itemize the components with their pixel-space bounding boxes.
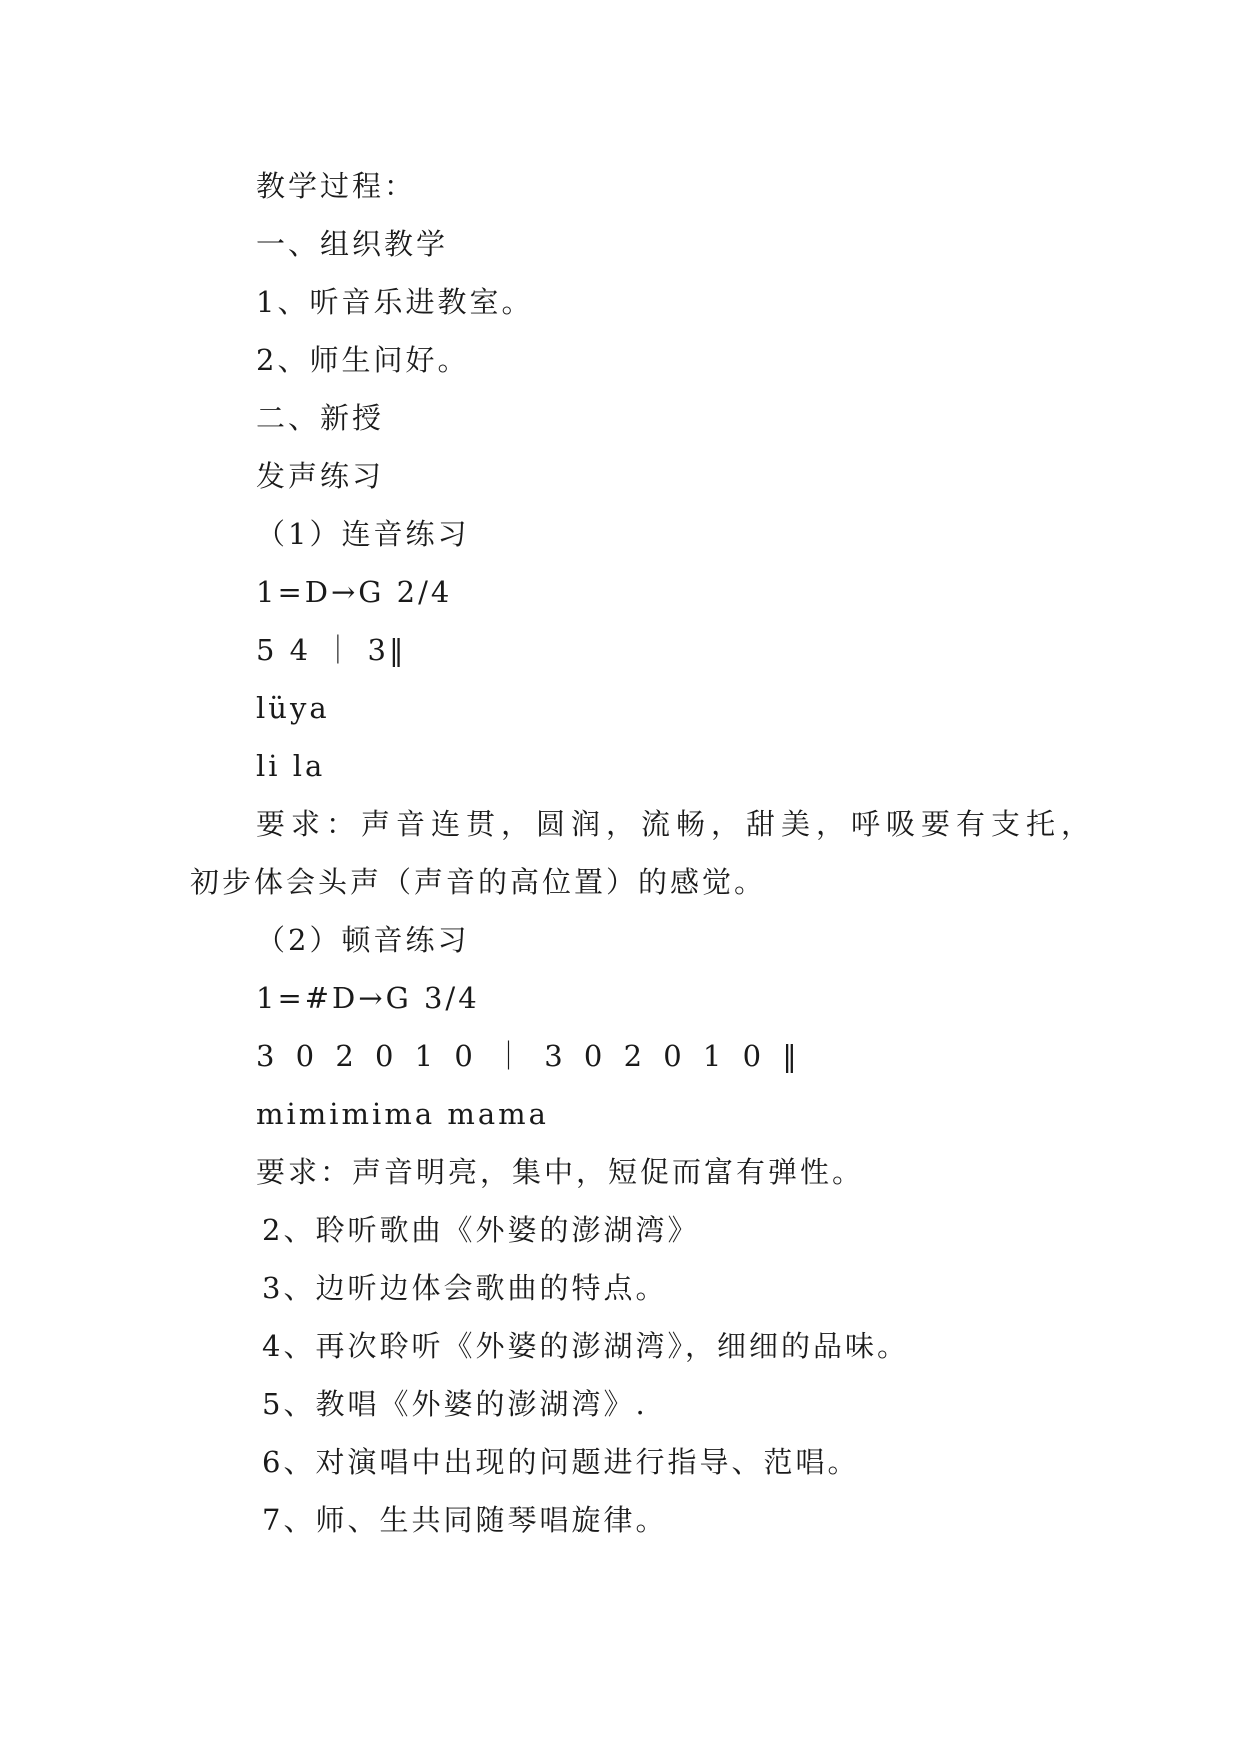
step-listen-song: 2、聆听歌曲《外婆的澎湖湾》: [262, 1213, 700, 1247]
step-sing-melody: 7、师、生共同随琴唱旋律。: [262, 1503, 668, 1537]
step-guidance: 6、对演唱中出现的问题进行指导、范唱。: [262, 1445, 860, 1479]
legato-requirement: 要求：声音连贯，圆润，流畅，甜美，呼吸要有支托，: [256, 807, 1097, 841]
step-greeting: 2、师生问好。: [256, 343, 470, 377]
step-enter-classroom: 1、听音乐进教室。: [256, 285, 534, 319]
section-organize-teaching: 一、组织教学: [256, 227, 449, 261]
staccato-notation: 3 0 2 0 1 0 ｜ 3 0 2 0 1 0 ‖: [256, 1039, 803, 1073]
step-feel-characteristics: 3、边听边体会歌曲的特点。: [262, 1271, 668, 1305]
heading-teaching-process: 教学过程：: [256, 169, 417, 203]
step-listen-again: 4、再次聆听《外婆的澎湖湾》，细细的品味。: [262, 1329, 909, 1363]
legato-practice-heading: （1）连音练习: [256, 517, 470, 551]
staccato-practice-heading: （2）顿音练习: [256, 923, 470, 957]
staccato-key-signature: 1=#D→G 3/4: [256, 981, 480, 1015]
legato-syllables-1: lüya: [256, 691, 330, 725]
legato-requirement-cont: 初步体会头声（声音的高位置）的感觉。: [190, 865, 767, 899]
legato-syllables-2: li la: [256, 749, 326, 783]
legato-key-signature: 1=D→G 2/4: [256, 575, 453, 609]
staccato-requirement: 要求：声音明亮，集中，短促而富有弹性。: [256, 1155, 865, 1189]
legato-notation: 5 4 ｜ 3‖: [256, 633, 407, 667]
staccato-syllables: mimimima mama: [256, 1097, 549, 1131]
step-teach-singing: 5、教唱《外婆的澎湖湾》.: [262, 1387, 648, 1421]
section-new-lesson: 二、新授: [256, 401, 385, 435]
vocal-practice-heading: 发声练习: [256, 459, 385, 493]
